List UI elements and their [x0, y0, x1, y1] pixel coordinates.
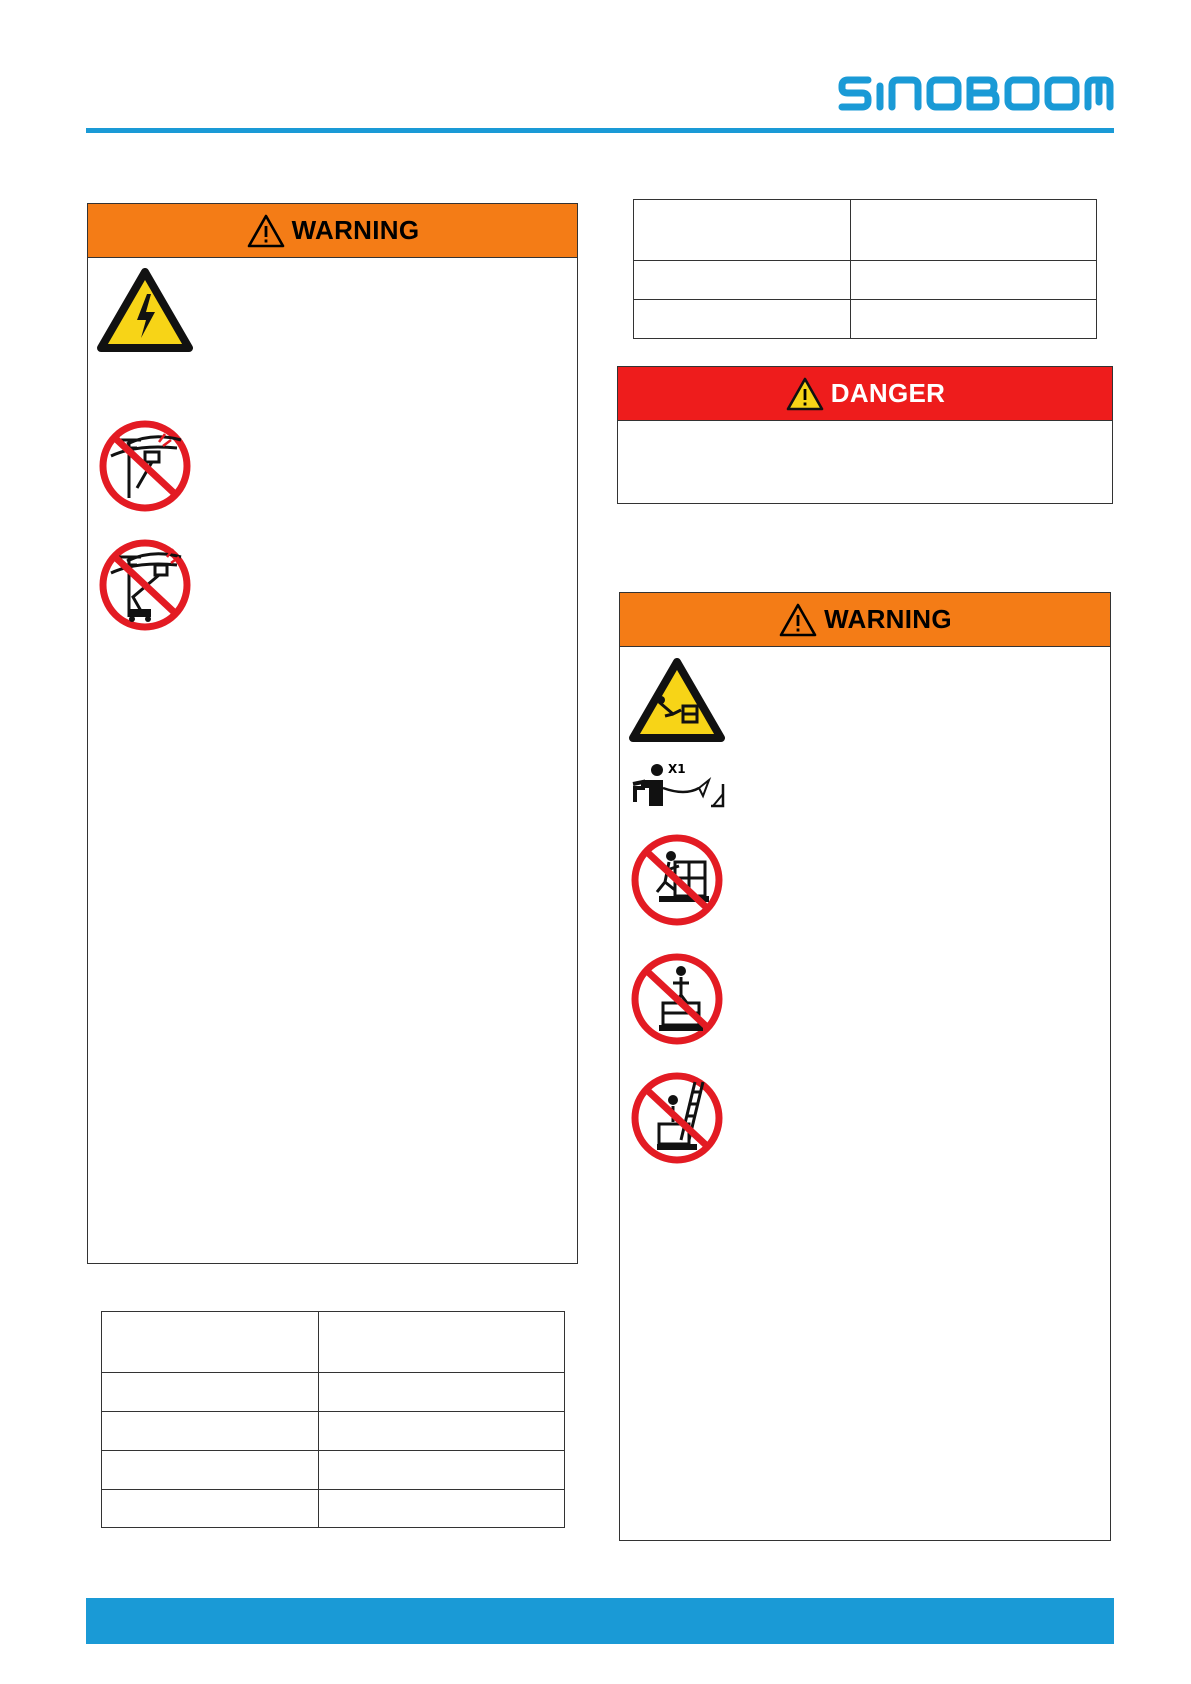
danger-panel	[617, 366, 1113, 504]
header-rule	[86, 128, 1114, 133]
table-cell	[851, 261, 1097, 300]
warning-header	[88, 204, 577, 258]
table-row	[102, 1312, 565, 1373]
harness-multiplier-label: X1	[668, 762, 686, 776]
table-row	[102, 1490, 565, 1528]
table-cell	[319, 1373, 565, 1412]
no-contact-power-line-platform-icon	[97, 418, 193, 514]
table-cell	[102, 1373, 319, 1412]
table-row	[634, 200, 1097, 261]
warning-header-label: WARNING	[824, 604, 952, 634]
table-cell	[319, 1451, 565, 1490]
top-right-table	[633, 199, 1097, 339]
table-cell	[319, 1490, 565, 1528]
warning-panel-left	[87, 203, 578, 1264]
fall-hazard-icon	[629, 658, 725, 744]
no-climbing-guardrail-icon	[629, 832, 725, 928]
table-cell	[634, 200, 851, 261]
warning-header	[620, 593, 1110, 647]
table-cell	[634, 261, 851, 300]
table-cell	[102, 1490, 319, 1528]
table-row	[634, 300, 1097, 339]
table-cell	[634, 300, 851, 339]
table-cell	[851, 300, 1097, 339]
table-cell	[851, 200, 1097, 261]
bottom-left-table	[101, 1311, 565, 1528]
table-row	[102, 1451, 565, 1490]
warning-triangle-icon	[778, 602, 818, 638]
no-ladder-on-platform-icon	[629, 1070, 725, 1166]
warning-header-label: WARNING	[291, 215, 420, 245]
table-row	[102, 1373, 565, 1412]
danger-header	[618, 367, 1112, 421]
table-cell	[102, 1312, 319, 1373]
table-cell	[102, 1451, 319, 1490]
table-cell	[319, 1312, 565, 1373]
danger-triangle-icon	[785, 376, 825, 412]
warning-triangle-icon	[246, 213, 286, 249]
no-contact-power-line-ground-icon	[97, 537, 193, 633]
danger-header-label: DANGER	[830, 378, 946, 408]
table-row	[634, 261, 1097, 300]
sinoboom-logo	[838, 72, 1114, 114]
table-cell	[319, 1412, 565, 1451]
table-cell	[102, 1412, 319, 1451]
electrocution-hazard-icon	[97, 268, 193, 354]
table-row	[102, 1412, 565, 1451]
footer-bar	[86, 1598, 1114, 1644]
no-standing-on-rail-icon	[629, 951, 725, 1047]
